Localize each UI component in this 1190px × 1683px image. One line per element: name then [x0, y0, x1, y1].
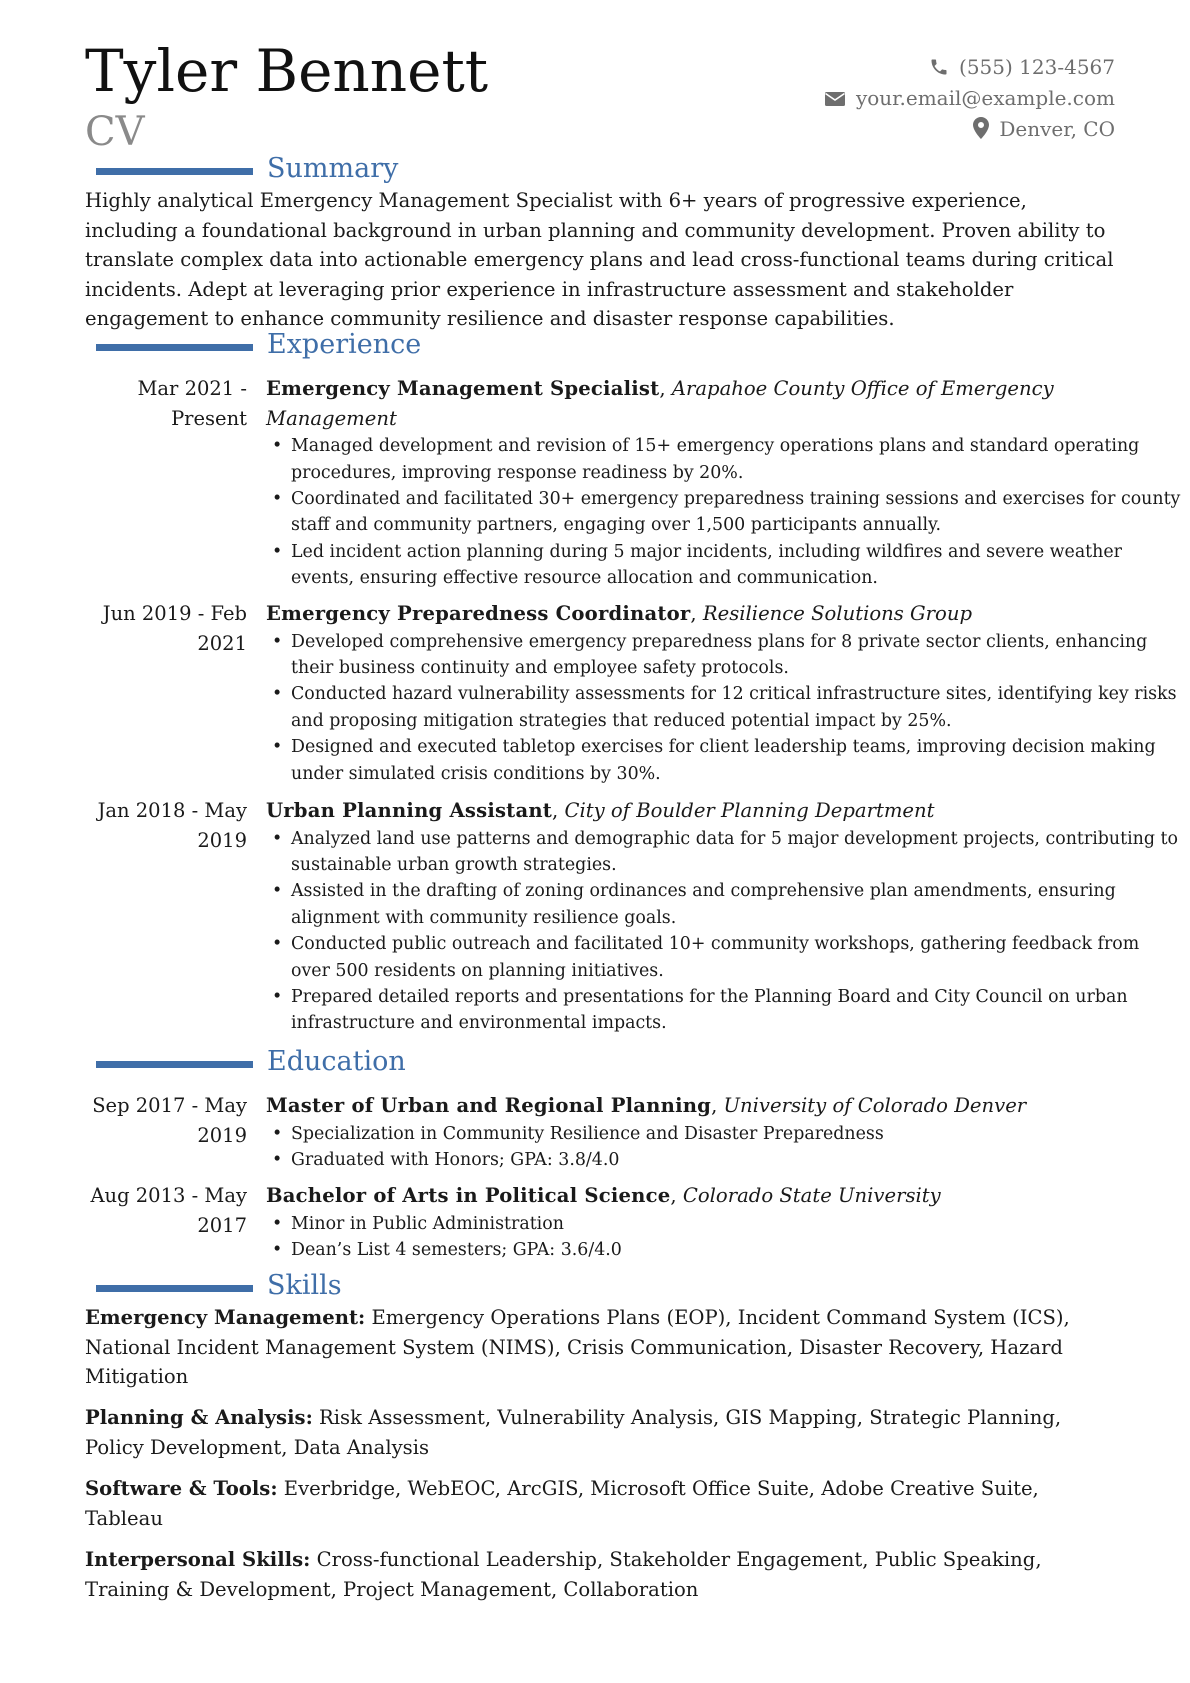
location-text: Denver, CO: [999, 117, 1115, 141]
entry-body: [266, 599, 1181, 787]
phone-icon: [929, 55, 959, 79]
skill-group: [85, 1303, 1115, 1392]
section-accent-bar: [96, 1285, 253, 1292]
candidate-name: Tyler Bennett: [85, 37, 489, 105]
section-accent-bar: [96, 1061, 253, 1068]
section-title: Skills: [267, 1270, 342, 1301]
entry-date: Aug 2013 - May 2017: [90, 1184, 247, 1237]
section-accent-bar: [96, 168, 253, 175]
skill-group: [85, 1474, 1115, 1533]
entry-heading: Master of Urban and Regional Planning, University of Colorado Denver: [266, 1094, 1027, 1117]
entry-organization: Arapahoe County Office of Emergency Management: [266, 377, 1054, 430]
section-title: Summary: [267, 153, 399, 184]
entry-heading: Bachelor of Arts in Political Science, Colorado State University: [266, 1184, 941, 1207]
entry-date: Jan 2018 - May 2019: [97, 799, 247, 852]
skill-group: [85, 1403, 1115, 1462]
list-item: • Analyzed land use patterns and demographic data for 5 major development projects, contributing to sustainable urban growth strategies.: [266, 826, 1181, 879]
entry-bullets: [266, 433, 1181, 591]
entry-bullets: [266, 826, 1181, 1037]
contact-block: [824, 52, 1115, 145]
section-title: Experience: [267, 329, 422, 360]
entry-heading: Emergency Management Specialist, Arapahoe County Office of Emergency Management: [266, 377, 1054, 430]
summary-text: Highly analytical Emergency Management Specialist with 6+ years of progressive experience, including a foundational background in urban planning and community development. Proven ability to translate complex data into actionable emergency plans and lead cross-functional teams during critical incidents. Adept at leveraging prior experience in infrastructure assessment and stakeholder engagement to enhance community resilience and disaster response capabilities.: [85, 189, 1114, 331]
entry-date: Mar 2021 - Present: [137, 377, 247, 430]
list-item: • Prepared detailed reports and presentations for the Planning Board and City Council on urban infrastructure and environmental impacts.: [266, 984, 1181, 1037]
entry-heading: Emergency Preparedness Coordinator, Resilience Solutions Group: [266, 602, 973, 625]
entry-role: Emergency Preparedness Coordinator: [266, 602, 691, 625]
envelope-icon: [824, 86, 856, 110]
entry-body: [266, 796, 1181, 1037]
entry-role: Emergency Management Specialist: [266, 377, 660, 400]
skill-label: Software & Tools:: [85, 1477, 278, 1500]
list-item: • Assisted in the drafting of zoning ordinances and comprehensive plan amendments, ensuring alignment with community resilience goals.: [266, 878, 1181, 931]
skill-list: Risk Assessment, Vulnerability Analysis, GIS Mapping, Strategic Planning, Policy Development, Data Analysis: [85, 1406, 1062, 1459]
list-item: • Graduated with Honors; GPA: 3.8/4.0: [266, 1147, 1181, 1173]
entry-degree: Master of Urban and Regional Planning: [266, 1094, 712, 1117]
skill-group: [85, 1545, 1115, 1604]
section-accent-bar: [96, 344, 253, 351]
entry-bullets: [266, 1121, 1181, 1174]
list-item: • Minor in Public Administration: [266, 1211, 1181, 1237]
entry-organization: City of Boulder Planning Department: [564, 799, 935, 822]
email-link[interactable]: your.email@example.com: [855, 86, 1115, 110]
list-item: • Led incident action planning during 5 major incidents, including wildfires and severe weather events, ensuring effective resource allocation and communication.: [266, 539, 1181, 592]
entry-school: Colorado State University: [682, 1184, 941, 1207]
entry-bullets: [266, 629, 1181, 787]
entry-organization: Resilience Solutions Group: [702, 602, 973, 625]
entry-body: [266, 1181, 1181, 1263]
list-item: • Coordinated and facilitated 30+ emergency preparedness training sessions and exercises for county staff and community partners, engaging over 1,500 participants annually.: [266, 486, 1181, 539]
skill-list: Emergency Operations Plans (EOP), Incident Command System (ICS), National Incident Management System (NIMS), Crisis Communication, Disaster Recovery, Hazard Mitigation: [85, 1306, 1070, 1389]
entry-body: [266, 1091, 1181, 1173]
list-item: • Dean’s List 4 semesters; GPA: 3.6/4.0: [266, 1237, 1181, 1263]
list-item: • Developed comprehensive emergency preparedness plans for 8 private sector clients, enhancing their business continuity and employee safety protocols.: [266, 629, 1181, 682]
entry-degree: Bachelor of Arts in Political Science: [266, 1184, 671, 1207]
entry-bullets: [266, 1211, 1181, 1264]
skill-list: Cross-functional Leadership, Stakeholder Engagement, Public Speaking, Training & Development, Project Management, Collaboration: [85, 1548, 1042, 1601]
contact-location: [824, 114, 1115, 145]
document-subtitle: CV: [85, 109, 145, 155]
skill-label: Interpersonal Skills:: [85, 1548, 311, 1571]
entry-heading: Urban Planning Assistant, City of Boulder Planning Department: [266, 799, 935, 822]
entry-date: Jun 2019 - Feb 2021: [102, 602, 247, 655]
skill-label: Planning & Analysis:: [85, 1406, 313, 1429]
contact-phone: [824, 52, 1115, 83]
entry-body: [266, 374, 1181, 592]
list-item: • Specialization in Community Resilience and Disaster Preparedness: [266, 1121, 1181, 1147]
list-item: • Conducted hazard vulnerability assessments for 12 critical infrastructure sites, identifying key risks and proposing mitigation strategies that reduced potential impact by 25%.: [266, 681, 1181, 734]
skill-list: Everbridge, WebEOC, ArcGIS, Microsoft Office Suite, Adobe Creative Suite, Tableau: [85, 1477, 1039, 1530]
list-item: • Conducted public outreach and facilitated 10+ community workshops, gathering feedback from over 500 residents on planning initiatives.: [266, 931, 1181, 984]
list-item: • Managed development and revision of 15+ emergency operations plans and standard operating procedures, improving response readiness by 20%.: [266, 433, 1181, 486]
map-marker-icon: [973, 117, 999, 141]
list-item: • Designed and executed tabletop exercises for client leadership teams, improving decision making under simulated crisis conditions by 30%.: [266, 734, 1181, 787]
entry-date: Sep 2017 - May 2019: [92, 1094, 247, 1147]
entry-role: Urban Planning Assistant: [266, 799, 553, 822]
contact-email: [824, 83, 1115, 114]
phone-text[interactable]: (555) 123-4567: [959, 55, 1115, 79]
entry-school: University of Colorado Denver: [723, 1094, 1027, 1117]
section-title: Education: [267, 1046, 406, 1077]
skill-label: Emergency Management:: [85, 1306, 366, 1329]
